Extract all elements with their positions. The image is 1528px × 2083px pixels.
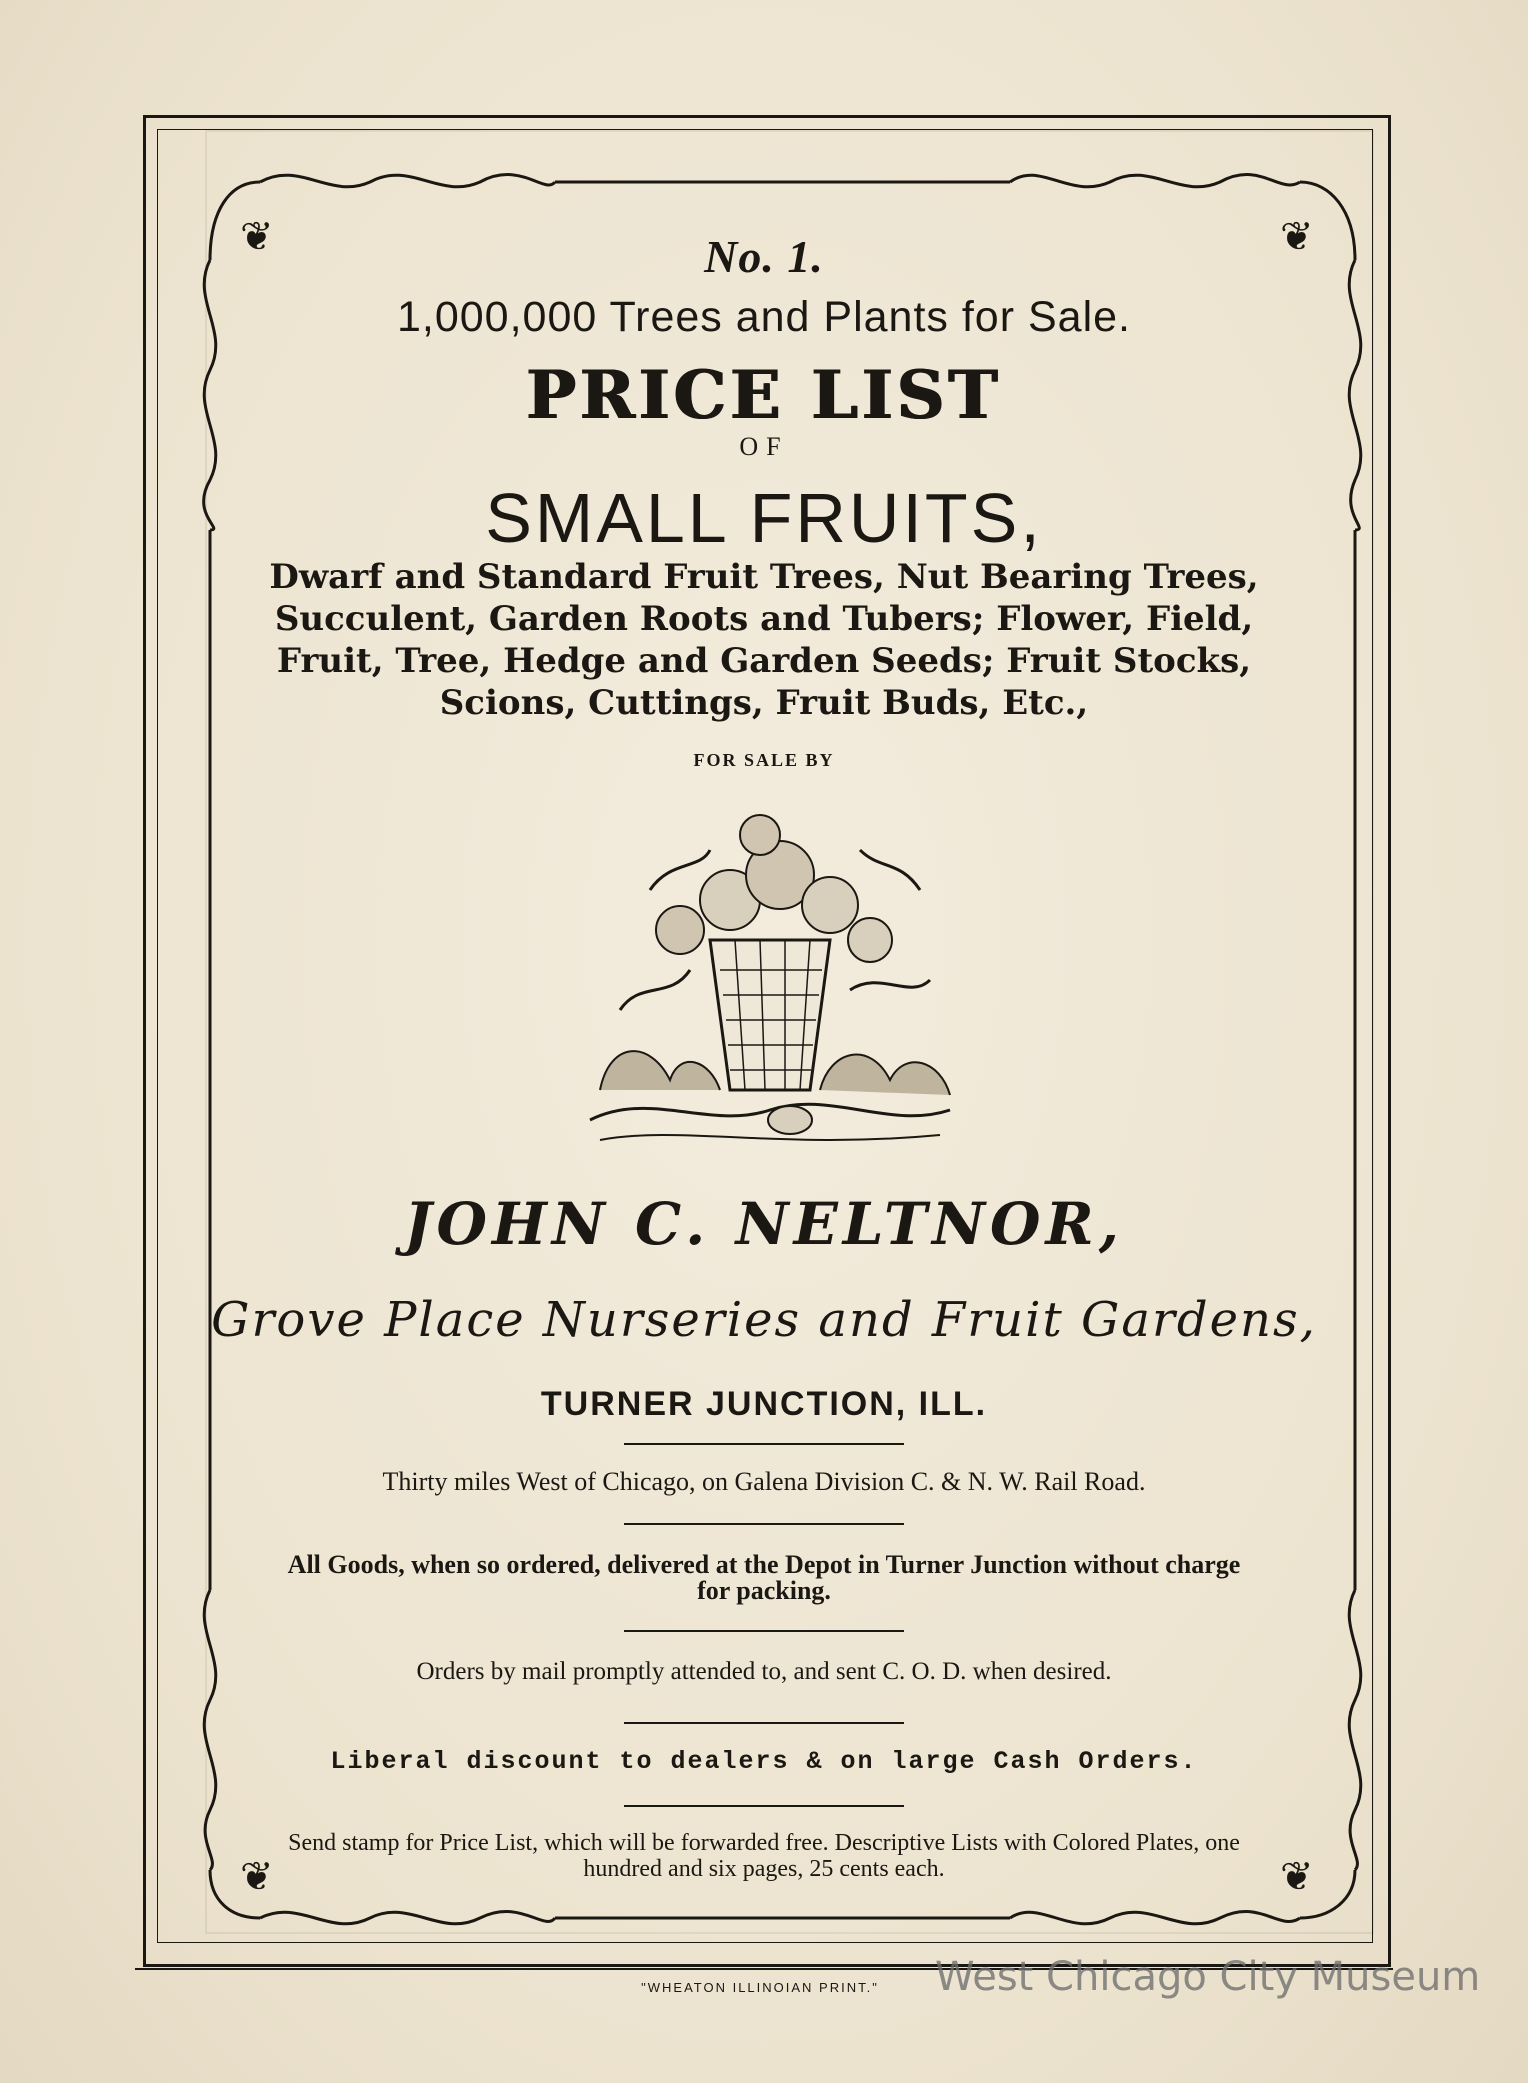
top-left-scroll (260, 175, 555, 187)
distance-note: Thirty miles West of Chicago, on Galena Division C. & N. W. Rail Road. (382, 1467, 1146, 1496)
divider-1 (624, 1443, 904, 1445)
left-bottom-scroll (204, 1590, 216, 1870)
seller-name: JOHN C. NELTNOR, (404, 1190, 1124, 1258)
business-name: Grove Place Nurseries and Fruit Gardens, (211, 1292, 1317, 1348)
bottom-left-scroll (260, 1912, 555, 1924)
basket-icon (710, 940, 830, 1090)
corner-fleuron-tr: ❦ (1280, 214, 1314, 260)
product-description: Dwarf and Standard Fruit Trees, Nut Bearing Trees, Succulent, Garden Roots and Tubers; Flower, Field, Fruit, Tree, Hedge and Garden Seeds; Fruit Stocks, Scions, Cuttings, Fruit Buds, Etc., (269, 557, 1259, 723)
fruit-basket-illustration (560, 790, 970, 1170)
divider-3 (624, 1630, 904, 1632)
business-location: TURNER JUNCTION, ILL. (540, 1385, 988, 1423)
for-sale-by-label: FOR SALE BY (693, 750, 835, 770)
corner-fleuron-br: ❦ (1280, 1854, 1314, 1900)
top-right-scroll (1010, 175, 1300, 187)
discount-note: Liberal discount to dealers & on large Cash Orders. (330, 1747, 1198, 1776)
main-heading: SMALL FRUITS, (485, 479, 1043, 557)
corner-fleuron-tl: ❦ (240, 214, 274, 260)
corner-fleuron-bl: ❦ (240, 1854, 274, 1900)
delivery-note: All Goods, when so ordered, delivered at the Depot in Turner Junction without charge for packing. (287, 1550, 1241, 1605)
divider-2 (624, 1523, 904, 1525)
printer-imprint: "WHEATON ILLINOIAN PRINT." (641, 1980, 879, 1995)
subtitle: 1,000,000 Trees and Plants for Sale. (396, 293, 1131, 341)
catalog-note: Send stamp for Price List, which will be forwarded free. Descriptive Lists with Colored Plates, one hundred and six pages, 25 cents each. (288, 1830, 1240, 1882)
bottom-right-scroll (1010, 1912, 1300, 1924)
orders-note: Orders by mail promptly attended to, and sent C. O. D. when desired. (416, 1658, 1112, 1685)
of-label: OF (739, 432, 789, 461)
right-bottom-scroll (1349, 1590, 1361, 1870)
divider-5 (624, 1805, 904, 1807)
museum-watermark: West Chicago City Museum (935, 1954, 1481, 2000)
page-title: PRICE LIST (526, 356, 1002, 434)
list-number: No. 1. (704, 231, 824, 282)
divider-4 (624, 1722, 904, 1724)
